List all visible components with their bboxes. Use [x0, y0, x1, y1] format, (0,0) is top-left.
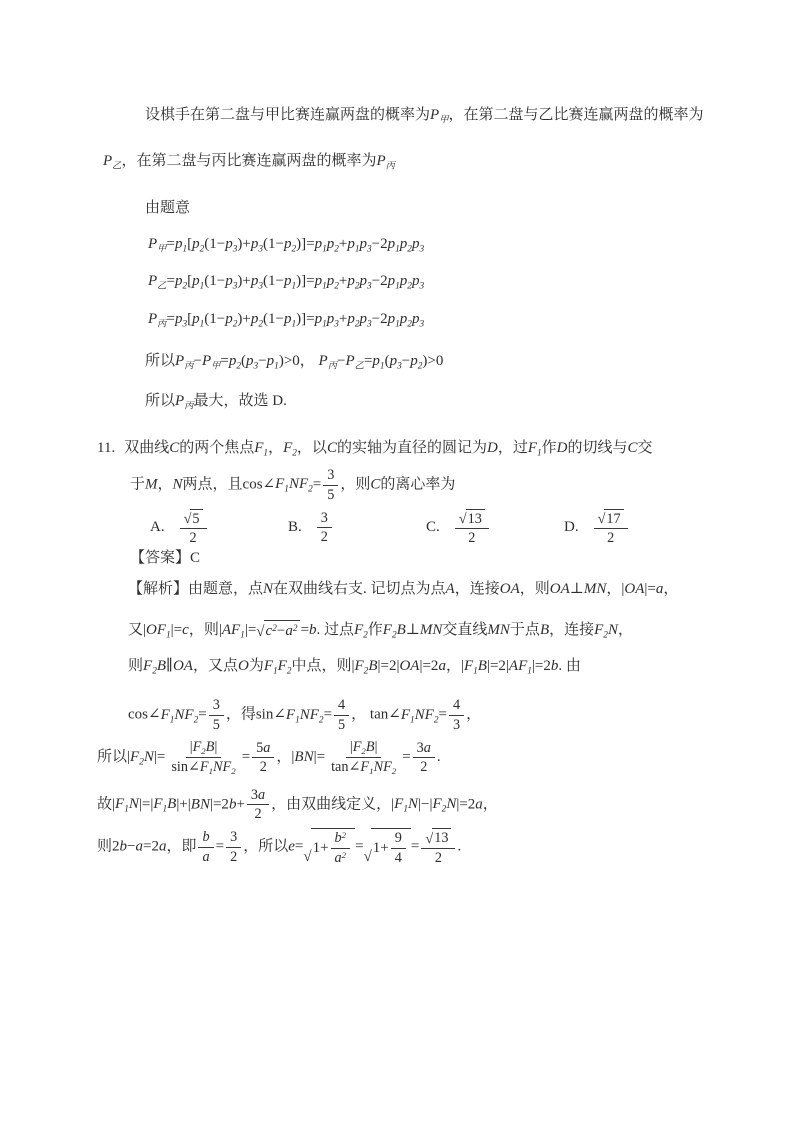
equation-p-jia: $P_甲=p_1[p_2(1-p_3)+p_3(1-p_2)]=p_1p_2+p_1p_3-2p_1p_2p_3$ [148, 236, 425, 255]
problem11 [97, 439, 712, 866]
option-c-value: √ 13 2 [453, 509, 491, 547]
option-a-value: √ 5 2 [178, 509, 209, 547]
analysis-line-1: 【解析】由题意，点N在双曲线右支. 记切点为点A，连接OA，则OA⊥MN，|OA|=a， [128, 581, 679, 598]
solution-conclusion: 所以$P_丙$最大，故选 D. [145, 393, 287, 412]
analysis-line-2: 又$|OF_1|=c$，则$|AF_1|=$ √ $c^2$ − $a^2$ =b. 过点$F_2$作$F_2B\perp MN$交直线MN于点B，连接$F_2N$， [97, 620, 712, 642]
option-c-label: C. [426, 519, 440, 535]
option-b [288, 510, 426, 546]
equation-p-yi: $P_乙=p_2[p_1(1-p_3)+p_3(1-p_1)]=p_1p_2+p_2p_3-2p_1p_2p_3$ [148, 273, 425, 292]
option-d [564, 509, 630, 547]
analysis-line-3: 则$F_2B\parallel OA$，又点O为$F_1F_2$中点，则$|F_2B|=2|OA|=2a$，$|F_1B|=2|AF_1|=2b$. 由 [128, 658, 581, 677]
problem10-solution [97, 106, 712, 413]
equation-p-bing: $P_丙=p_3[p_1(1-p_2)+p_2(1-p_1)]=p_1p_3+p_2p_3-2p_1p_2p_3$ [148, 310, 425, 330]
option-a-label: A. [150, 519, 165, 535]
option-b-value: $\frac{3}{2}$ [315, 510, 334, 546]
option-d-value: √ 17 2 [592, 509, 630, 547]
answer-line: 【答案】C [130, 549, 201, 566]
analysis-line-4: $\cos\angle F_1NF_2=$ $\frac{3}{5}$ ，得$\sin\angle F_1NF_2=$ $\frac{4}{5}$ ， $\tan\angle F_1NF_2=$ $\frac{4}{3}$ ， [128, 697, 482, 733]
question-stem-line-2: 于M，N两点，且$\cos\angle F_1NF_2=$ $\frac{3}{5}$ ，则C的离心率为 [130, 467, 456, 503]
solution-premise: 由题意 [145, 199, 191, 216]
option-c [426, 509, 564, 547]
question-stem-line-1 [97, 439, 712, 459]
option-b-label: B. [288, 519, 302, 535]
solution-intro-line-1: 设棋手在第二盘与甲比赛连赢两盘的概率为$P_甲$，在第二盘与乙比赛连赢两盘的概率为 [145, 107, 704, 126]
analysis-line-5: 所以$|F_2N|=$ $\frac{|F_2B|}{\sin\angle F_1NF_2}$ = $\frac{5a}{2}$ ，|BN|= $\frac{|F_2B|}{\tan\angle F_1NF_2}$ = $\frac{3a}{2}$ . [97, 739, 441, 777]
options-row [97, 509, 712, 547]
analysis-line-6: 故$|F_1N|=|F_1B|+|BN|=2b+$ $\frac{3a}{2}$ ，由双曲线定义，$|F_1N|-|F_2N|=2a$， [97, 786, 498, 823]
question-number: 11. [97, 439, 116, 456]
option-d-label: D. [564, 519, 579, 535]
solution-comparison: 所以$P_丙-P_甲=p_2(p_3-p_1)>0$， $P_丙-P_乙=p_1(p_3-p_2)>0$ [145, 353, 444, 372]
question-stem-text: 双曲线C的两个焦点$F_1$，$F_2$，以C的实轴为直径的圆记为D，过$F_1$作D的切线与C交 [124, 439, 653, 459]
solution-intro-line-2: $P_乙$，在第二盘与丙比赛连赢两盘的概率为$P_丙$ [103, 153, 395, 172]
analysis-line-7: 则2b−a=2a，即 $\frac{b}{a}$ = $\frac{3}{2}$ ，所以e= √ 1+ $\frac{b^2}{a^2}$ = √ 1+ $\frac{9}{4}$ = √ 13 2 . [97, 829, 462, 866]
option-a [150, 509, 288, 547]
